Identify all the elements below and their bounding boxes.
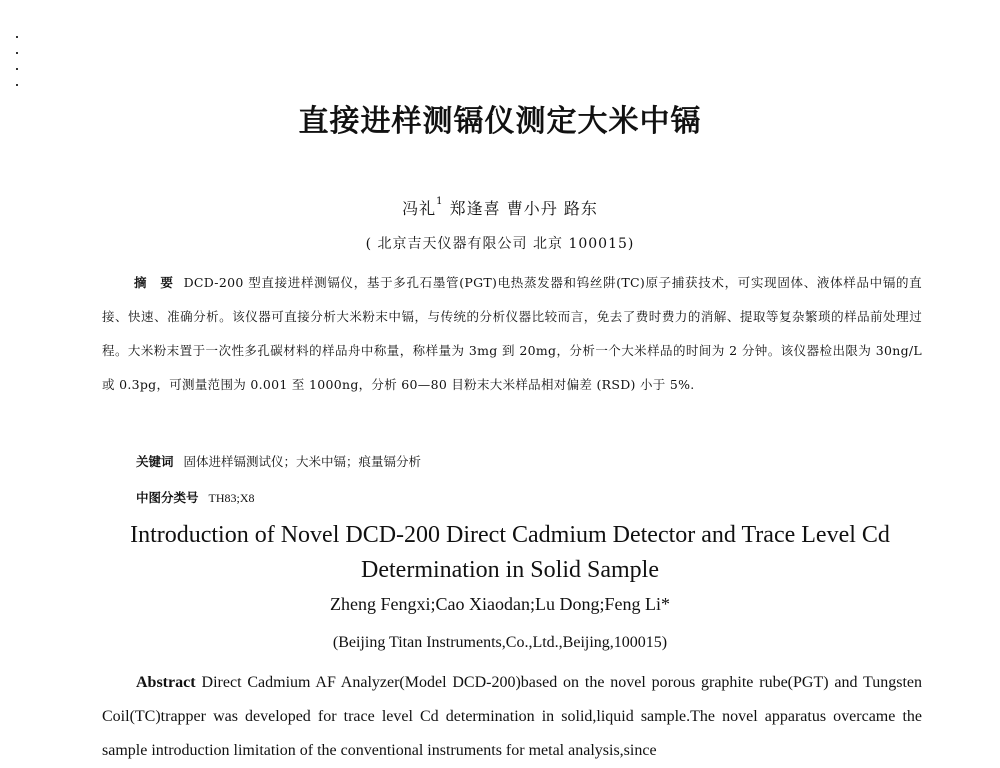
authors-english: Zheng Fengxi;Cao Xiaodan;Lu Dong;Feng Li*: [330, 594, 670, 614]
abstract-english: [102, 666, 922, 768]
first-author: 冯礼: [402, 199, 437, 218]
keywords-label: 关键词: [136, 454, 174, 469]
classification-label: 中图分类号: [136, 490, 199, 505]
abstract-english-text: Direct Cadmium AF Analyzer(Model DCD-200)based on the novel porous graphite rube(PGT) and Tungsten Coil(TC)trapper was developed for trace level Cd determination in solid,liquid sample.The novel apparatus overcame the sample introduction limitation of the conventional instruments for metal analysis,since: [102, 674, 922, 759]
title-chinese: 直接进样测镉仪测定大米中镉: [298, 104, 702, 139]
abstract-chinese-text: DCD-200 型直接进样测镉仪，基于多孔石墨管(PGT)电热蒸发器和钨丝阱(TC)原子捕获技术，可实现固体、液体样品中镉的直接、快速、准确分析。该仪器可直接分析大米粉末中镉，与传统的分析仪器比较而言，免去了费时费力的消解、提取等复杂繁琐的样品前处理过程。大米粉末置于一次性多孔碳材料的样品舟中称量，称样量为 3mg 到 20mg，分析一个大米样品的时间为 2 分钟。该仪器检出限为 30ng/L 或 0.3pg，可测量范围为 0.001 至 1000ng，分析 60—80 目粉末大米样品相对偏差 (RSD) 小于 5%.: [102, 275, 922, 392]
classification-chinese: [136, 488, 255, 506]
classification-code: TH83;X8: [208, 491, 255, 505]
abstract-english-label: Abstract: [136, 674, 196, 691]
authors-chinese: [0, 196, 1000, 219]
title-english: Introduction of Novel DCD-200 Direct Cadmium Detector and Trace Level Cd Determination in Solid Sample: [130, 522, 890, 583]
affiliation-mark: 1: [436, 196, 444, 207]
keywords-chinese: [136, 452, 421, 470]
abstract-chinese-label: 摘 要: [134, 275, 174, 290]
other-authors: 郑逢喜 曹小丹 路东: [449, 199, 598, 218]
affiliation-chinese: ( 北京吉天仪器有限公司 北京 100015): [365, 236, 635, 252]
abstract-chinese: [102, 266, 922, 402]
margin-marks: [16, 36, 20, 100]
affiliation-english: (Beijing Titan Instruments,Co.,Ltd.,Beijing,100015): [332, 634, 668, 651]
keywords-text: 固体进样镉测试仪；大米中镉；痕量镉分析: [183, 454, 422, 469]
